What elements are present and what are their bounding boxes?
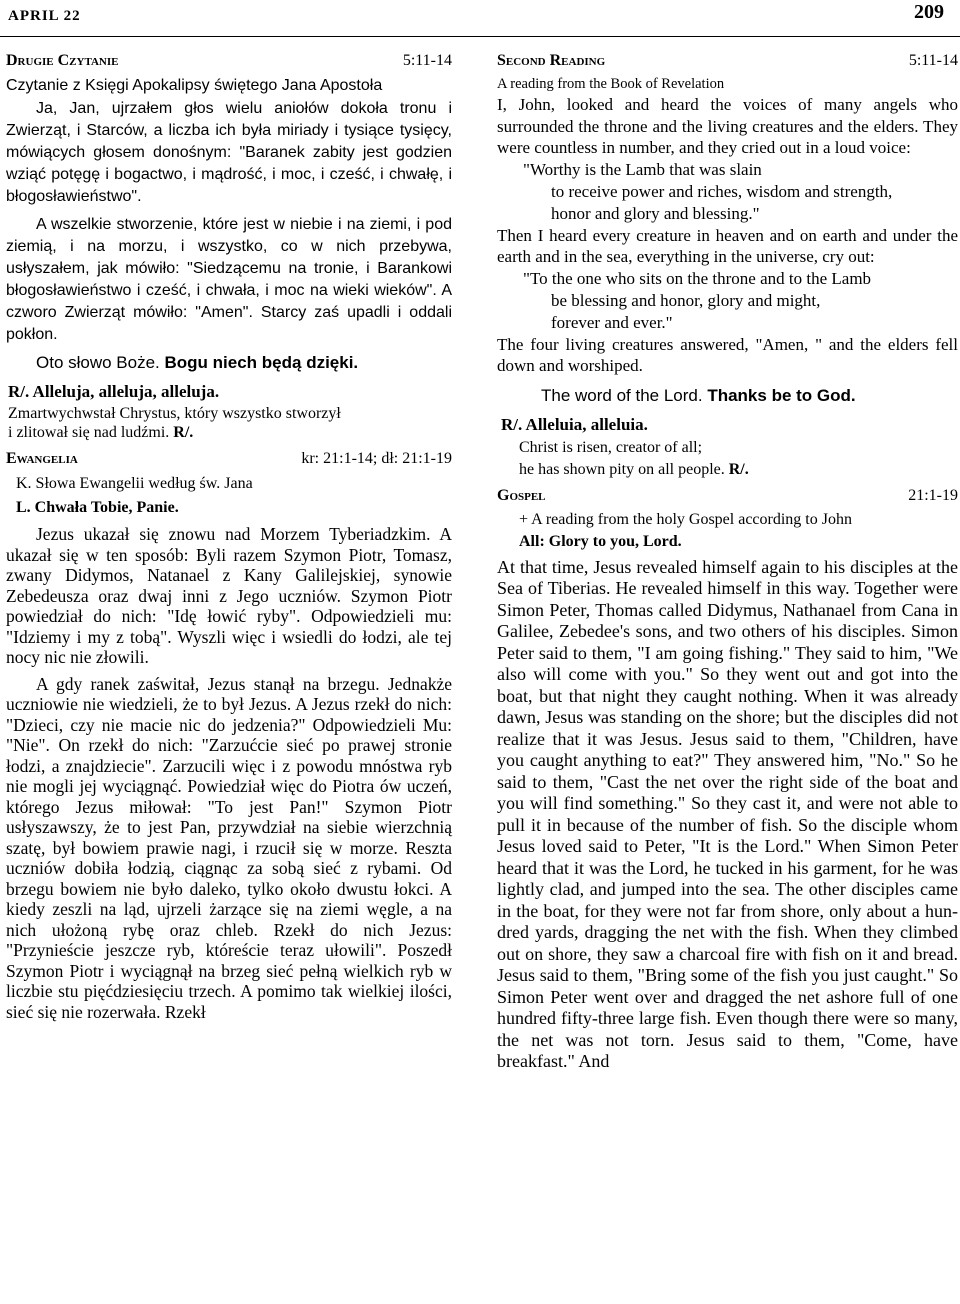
response-marker: R/. [173,424,194,441]
response-marker: R/. [728,460,749,478]
quote-line: "Worthy is the Lamb that was slain [523,159,762,179]
reading-paragraph: Then I heard every creature in heaven and on earth and under the earth and in the sea, everything in the universe, cry out: [497,225,958,266]
section-title: Ewangelia [6,450,78,467]
quote-line: forever and ever." [551,312,673,332]
section-title: Gospel [497,486,546,504]
section-ref: 21:1-19 [908,486,958,504]
reading-paragraph: I, John, looked and heard the voices of many angels who surrounded the throne and the living creatures and the elders. They were countless in number, and they cried out in a loud voice: [497,95,958,157]
gospel-acclamation: L. Chwała Tobie, Panie. [16,499,179,516]
gospel-paragraph: Jezus ukazał się znowu nad Morzem Tyberiadzkim. A ukazał się w ten sposób: Byli razem Szymon Piotr, Tomasz, zwany Didymos, Natanael z Kany Galilejskiej, synowie Zebedeusza oraz dwaj inni z Jego uczniów. Szymon Piotr powiedział do nich: "Idę łowić ryby". Odpowiedzieli mu: "Idziemy i my z tobą". Wyszli więc i wsiedli do łodzi, ale tej nocy nic nie złowili. [6,524,452,667]
section-title: Second Reading [497,52,606,69]
reading-quote [497,268,958,334]
verse-line: Zmartwychwstał Chrystus, który wszystko stworzył [8,405,341,422]
page-number: 209 [914,1,944,23]
quote-line: to receive power and riches, wisdom and strength, [551,181,893,201]
quote-line: be blessing and honor, glory and might, [551,290,821,310]
english-column [497,52,958,1073]
reading-closing [497,383,958,409]
header-rule [0,36,960,37]
closing-response: Thanks be to God. [707,385,856,405]
gospel-heading-en [497,487,958,505]
alleluia-text: R/. Alleluja, alleluja, alleluja. [8,382,220,401]
verse-line [8,423,452,442]
alleluia-response [6,380,452,404]
verse-line: Christ is risen, creator of all; [519,438,703,456]
reading-intro: Czytanie z Księgi Apokalipsy świętego Jana Apostoła [6,77,383,94]
alleluia-verse [497,437,958,481]
closing-response: Bogu niech będą dzięki. [164,353,359,372]
reading-paragraph: Ja, Jan, ujrzałem głos wielu aniołów dokoła tronu i Zwierząt, i Starców, a liczba ich była miriady i tysiące tysięcy, mówiących głosem donośnym: "Baranek zabity jest godzien wziąć potęgę i bogactwo, i mądrość, i moc, i cześć, i chwałę, i błogosławieństwo". [6,100,452,205]
gospel-acclamation: All: Glory to you, Lord. [519,532,682,550]
gospel-intro [6,472,452,520]
page-header [0,0,960,40]
reading-paragraph: A wszelkie stworzenie, które jest w niebie i na ziemi, i pod ziemią, i na morzu, i wszystko, co w nich przebywa, usłyszałem, jak mówiło: "Siedzącemu na tronie, i Barankowi błogosławieństwo i cześć, i chwała, i moc na wieki wieków". A czworo Zwierząt mówiło: "Amen". Starcy zaś upadli i oddali pokłon. [6,216,452,343]
section-ref: kr: 21:1-14; dł: 21:1-19 [301,450,452,467]
date-label: APRIL 22 [8,8,81,24]
reading-quote [497,159,958,225]
alleluia-verse [6,404,452,442]
alleluia-text: R/. Alleluia, alleluia. [501,414,648,434]
closing-word: Oto słowo Boże. [36,353,160,372]
gospel-paragraph: A gdy ranek zaświtał, Jezus stanął na brzegu. Jednakże uczniowie nie wiedzieli, że to był Jezus. A Jezus rzekł do nich: "Dzieci, czy nie macie nic do jedzenia?" Odpowiedzieli Mu: "Nie". On rzekł do nich: "Zarzućcie sieć po prawej stronie łodzi, a znajdziecie". Zarzucili więc i z powodu mnóstwa ryb nie mogli jej wyciągnąć. Powiedział więc do Piotra ów uczeń, którego Jezus miłował: "To jest Pan!" Szymon Piotr usłyszawszy, że to jest Pan, przywdział na siebie wierzchnią szatę, był bowiem prawie nagi, i rzucił się w morze. Reszta uczniów dobiła łodzią, ciągnąc za sobą sieć z rybami. Od brzegu bowiem nie było daleko, tylko około dwustu łokci. A kiedy zeszli na ląd, ujrzeli żarzące się na ziemi węgle, a na nich ułożoną rybę oraz chleb. Rzekł do nich Jezus: "Przynieście jeszcze ryb, któreście teraz ułowili". Poszedł Szymon Piotr i wyciągnął na brzeg sieć pełną wielkich ryb w liczbie stu pięćdziesięciu trzech. A pomimo tak wielkiej ilości, sieć się nie rozerwała. Rzekł [6,673,452,1022]
section-ref: 5:11-14 [402,52,452,69]
gospel-heading-pl [6,450,452,468]
verse-text: he has shown pity on all people. [519,460,725,478]
gospel-intro [497,509,958,553]
reading-paragraph: The four living creatures answered, "Amen, " and the elders fell down and worshiped. [497,334,958,375]
second-reading-heading-pl [6,52,452,70]
section-title: Drugie Czytanie [6,52,119,69]
verse-line [519,459,958,481]
second-reading-heading-en [497,52,958,70]
alleluia-response [497,413,958,437]
reading-closing [6,350,452,376]
polish-column [6,52,452,1022]
section-ref: 5:11-14 [908,52,958,69]
verse-text: i zlitował się nad ludźmi. [8,424,170,441]
quote-line: honor and glory and blessing." [551,203,760,223]
closing-word: The word of the Lord. [541,385,703,405]
reading-intro: A reading from the Book of Revelation [497,76,725,92]
gospel-intro-line: K. Słowa Ewangelii według św. Jana [16,475,253,492]
gospel-intro-line: + A reading from the holy Gospel according to John [519,510,852,528]
gospel-paragraph: At that time, Jesus revealed himself again to his disciples at the Sea of Tiberias. He revealed himself in this way. Together were Simon Peter, Thomas called Didymus, Nathanael from Cana in Galilee, Zebedee's sons, and two others of his disciples. Simon Peter said to them, "I am going fishing." They said to him, "We also will come with you." So they went out and got into the boat, but that night they caught nothing. When it was already dawn, Jesus was standing on the shore; but the disciples did not realize that it was Jesus. Jesus said to them, "Children, have you caught anything to eat?" They answered him, "No." So he said to them, "Cast the net over the right side of the boat and you will find something." So they cast it, and were not able to pull it in because of the number of fish. So the disciple whom Jesus loved said to Peter, "It is the Lord." When Simon Peter heard that it was the Lord, he tucked in his garment, for he was lightly clad, and jumped into the sea. The other disciples came in the boat, for they were not far from shore, only about a hundred yards, dragging the net with the fish. When they climbed out on shore, they saw a charcoal fire with fish on it and bread. Jesus said to them, "Bring some of the fish you just caught." So Simon Peter went over and dragged the net ashore full of one hundred fifty-three large fish. Even though there were so many, the net was not torn. Jesus said to them, "Come, have breakfast." And [497,556,958,1071]
quote-line: "To the one who sits on the throne and to the Lamb [523,268,872,288]
